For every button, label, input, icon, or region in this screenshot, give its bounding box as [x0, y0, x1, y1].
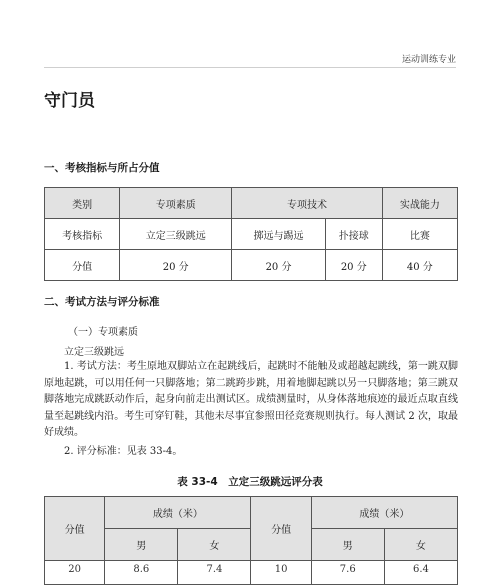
test-method-paragraph: 1. 考试方法：考生原地双脚站立在起跳线后，起跳时不能触及或超越起跳线，第一跳双脚原地起跳，可以用任何一只脚落地；第二跳跨步跳，用着地脚起跳以另一只脚落地；第三跳双脚落地完成跳跃动作后，起身向前走出测试区。成绩测量时，从身体落地痕迹的最近点取直线量至起跳线内沿。考生可穿钉鞋，其他未尽事宜参照田径竞赛规则执行。每人测试 2 次，取最好成绩。 [44, 361, 458, 438]
table-header-cell: 类别 [45, 188, 120, 219]
test-item-name: 立定三级跳远 [64, 347, 124, 358]
table-header-cell: 专项技术 [232, 188, 383, 219]
section-heading-2: 二、考试方法与评分标准 [44, 296, 160, 308]
table-header-row [45, 188, 458, 219]
table-cell: 20 分 [232, 250, 326, 281]
scoring-standard-line: 2. 评分标准：见表 33-4。 [64, 446, 183, 457]
standing-triple-jump-score-table [44, 496, 458, 585]
table-cell: 40 分 [382, 250, 457, 281]
table-cell: 10 [251, 561, 311, 585]
table-header-cell: 专项素质 [120, 188, 232, 219]
table-cell: 立定三级跳远 [120, 219, 232, 250]
table-header-cell: 分值 [251, 497, 311, 561]
table-header-cell: 女 [384, 529, 457, 561]
table-cell: 7.6 [311, 561, 384, 585]
table-row [45, 219, 458, 250]
table-cell: 20 分 [325, 250, 382, 281]
page-title: 守门员 [44, 91, 95, 111]
table-header-cell: 实战能力 [382, 188, 457, 219]
table-cell: 7.4 [178, 561, 251, 585]
header-divider [44, 67, 456, 68]
table-cell: 分值 [45, 250, 120, 281]
table-header-cell: 男 [311, 529, 384, 561]
table-header-cell: 成绩（米） [105, 497, 251, 529]
table-header-cell: 女 [178, 529, 251, 561]
table-row [45, 250, 458, 281]
section-heading-1: 一、考核指标与所占分值 [44, 162, 160, 174]
table-cell: 8.6 [105, 561, 178, 585]
table-cell: 掷远与踢远 [232, 219, 326, 250]
subsection-heading: （一）专项素质 [68, 327, 138, 338]
table-cell: 20 [45, 561, 105, 585]
running-header: 运动训练专业 [401, 55, 456, 65]
table-header-row [45, 497, 458, 529]
table-cell: 比赛 [382, 219, 457, 250]
table-row [45, 561, 458, 585]
table-caption: 表 33-4 立定三级跳远评分表 [177, 476, 323, 488]
table-cell: 20 分 [120, 250, 232, 281]
table-cell: 扑接球 [325, 219, 382, 250]
table-header-cell: 男 [105, 529, 178, 561]
table-cell: 考核指标 [45, 219, 120, 250]
table-cell: 6.4 [384, 561, 457, 585]
scoring-overview-table [44, 187, 458, 281]
table-header-cell: 分值 [45, 497, 105, 561]
table-header-cell: 成绩（米） [311, 497, 457, 529]
